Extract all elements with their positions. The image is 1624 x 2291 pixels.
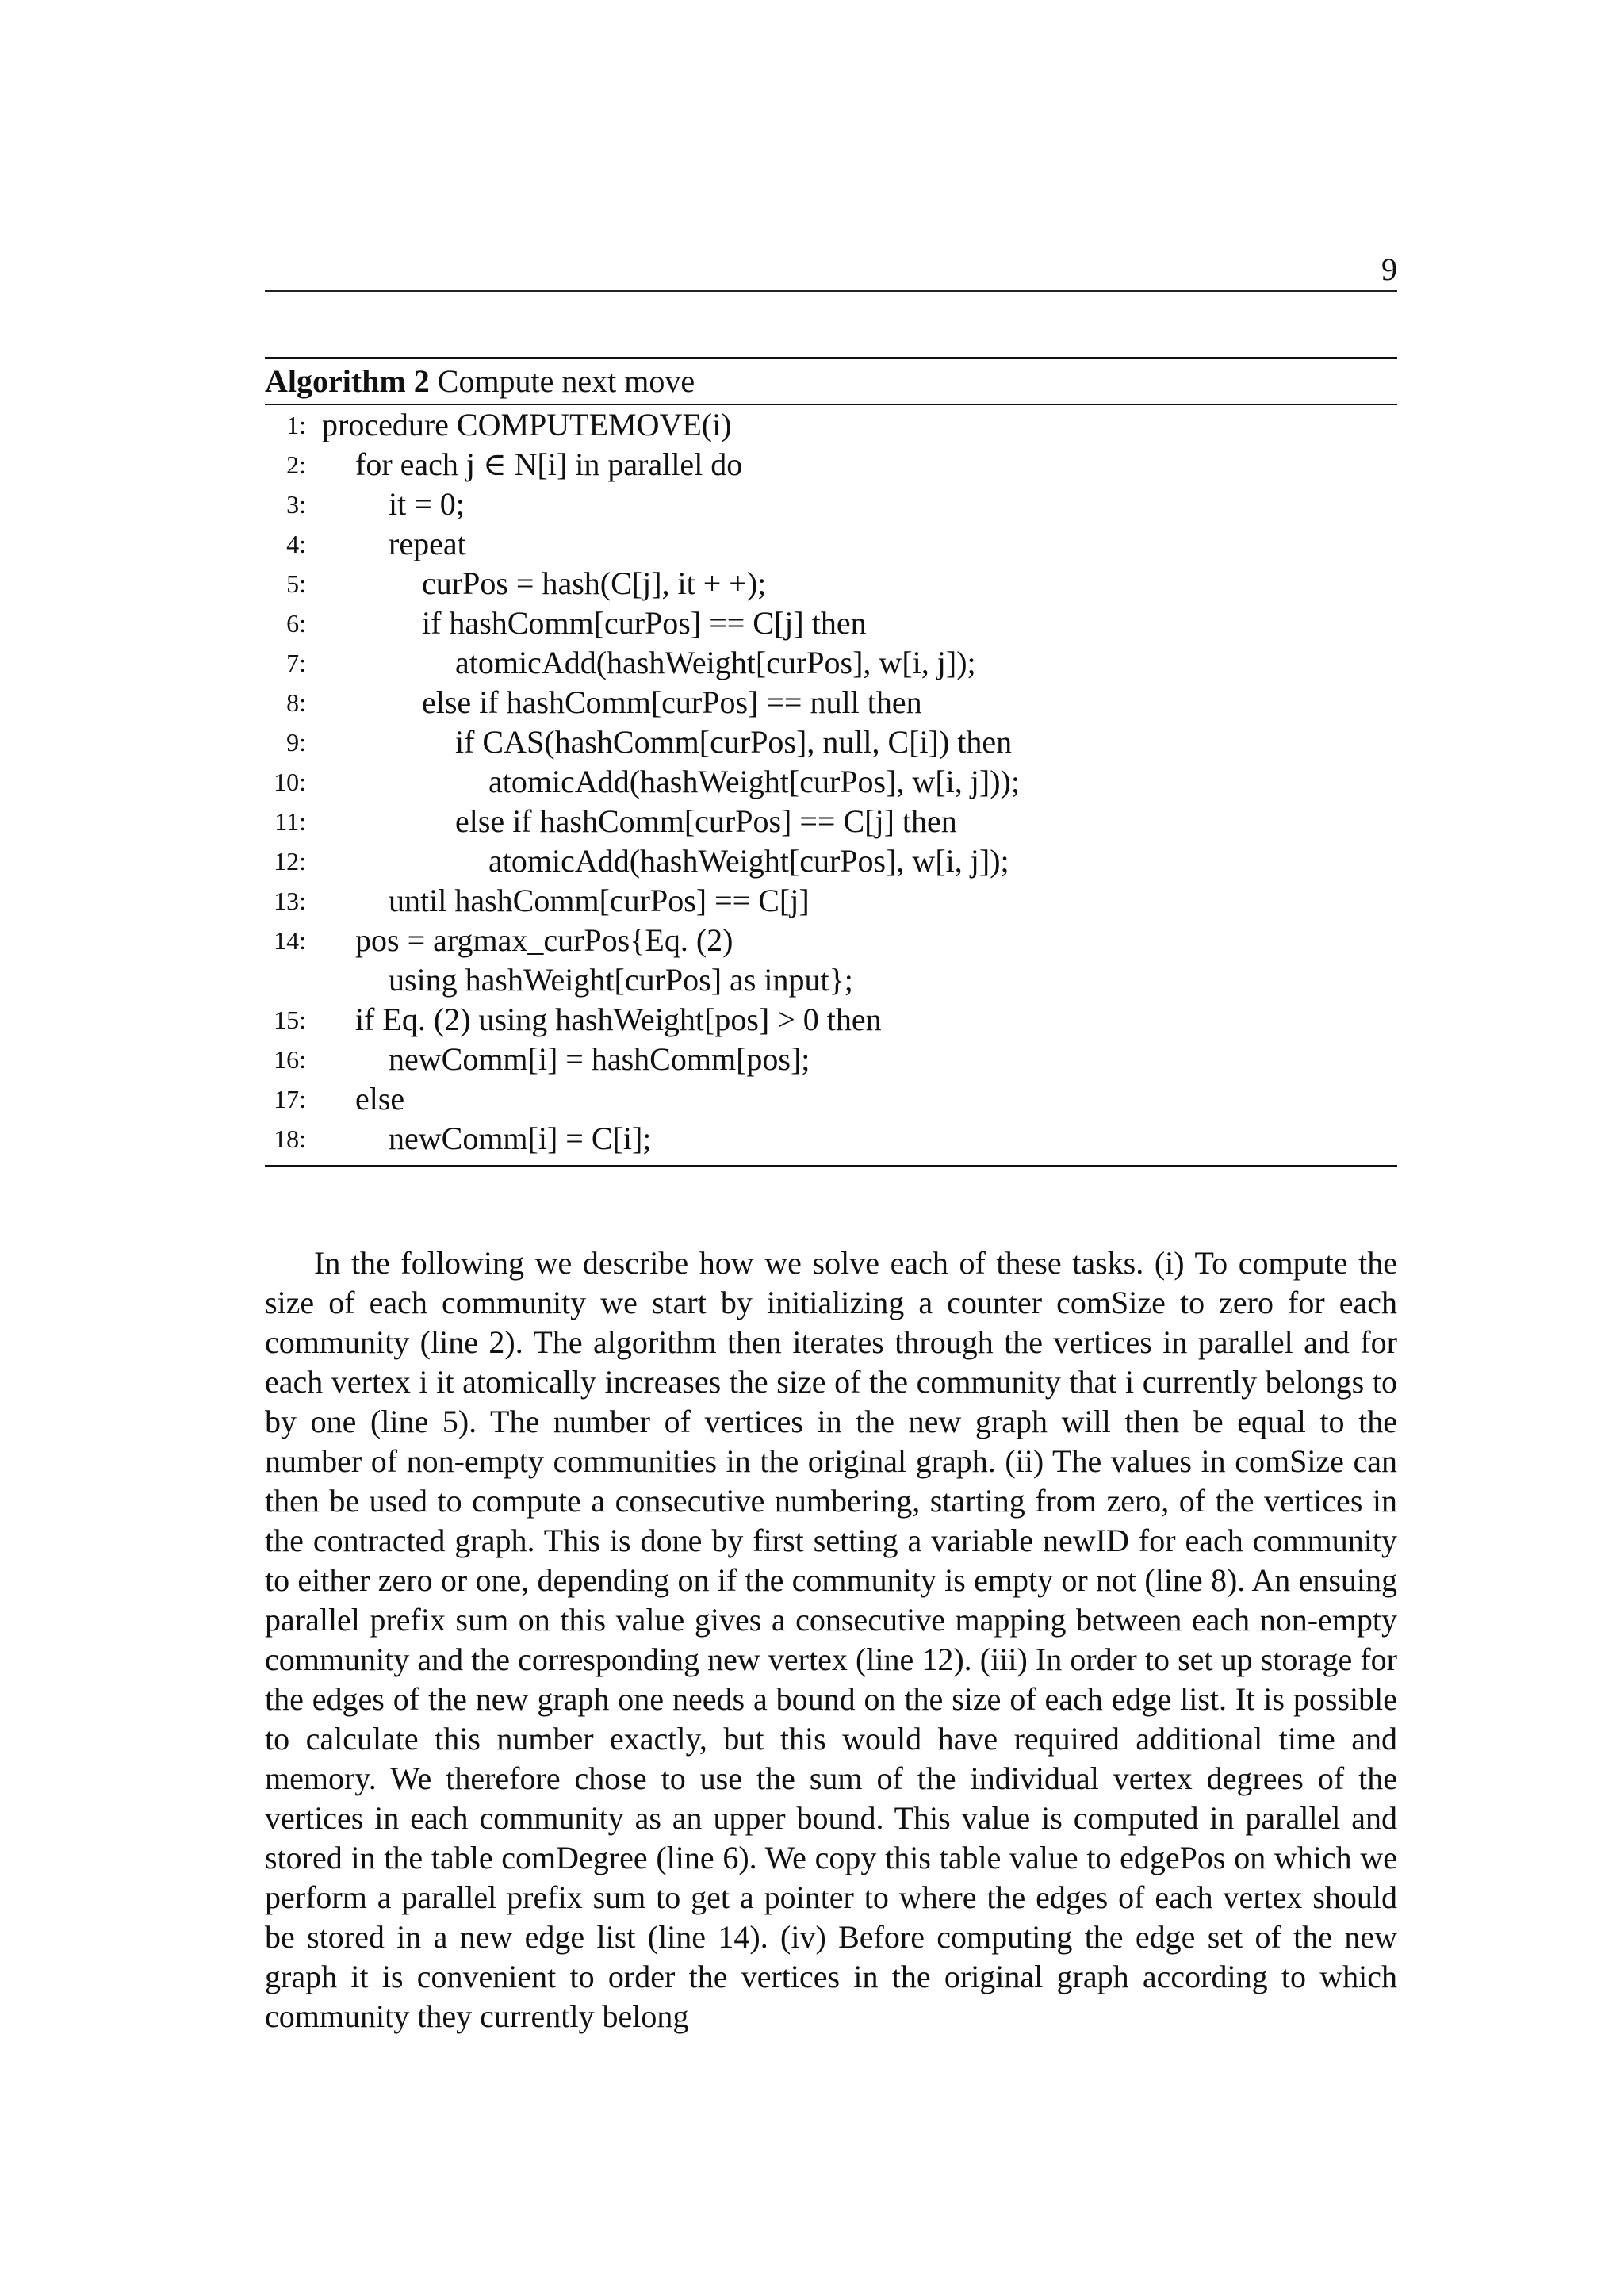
line-text: atomicAdd(hashWeight[curPos], w[i, j]));	[488, 764, 1020, 799]
page-number: 9	[1381, 251, 1397, 287]
algorithm-line	[265, 564, 1397, 603]
line-text: if Eq. (2) using hashWeight[pos] > 0 then	[355, 1002, 882, 1037]
line-text: repeat	[389, 526, 466, 561]
line-number: 10:	[274, 768, 306, 796]
line-text: for each j ∈ N[i] in parallel do	[355, 446, 743, 482]
header-rule	[265, 290, 1397, 292]
line-text: atomicAdd(hashWeight[curPos], w[i, j]);	[455, 645, 976, 680]
algorithm-label: Algorithm 2	[265, 363, 430, 399]
algorithm-line	[265, 445, 1397, 485]
line-text: else if hashComm[curPos] == C[j] then	[455, 803, 957, 839]
algorithm-title: Compute next move	[437, 363, 695, 399]
line-number: 12:	[274, 847, 306, 875]
algorithm-line	[265, 881, 1397, 921]
algorithm-line	[265, 643, 1397, 683]
line-text: pos = argmax_curPos{Eq. (2)	[355, 922, 733, 958]
line-text: if CAS(hashComm[curPos], null, C[i]) then	[455, 724, 1013, 760]
algorithm-line	[265, 722, 1397, 762]
line-number: 6:	[286, 609, 306, 638]
line-number: 14:	[274, 926, 306, 955]
algorithm-line	[265, 1119, 1397, 1159]
line-text: if hashComm[curPos] == C[j] then	[422, 605, 867, 641]
algorithm-line	[265, 603, 1397, 643]
algorithm-line	[265, 841, 1397, 881]
algorithm-line	[265, 1079, 1397, 1119]
line-number: 2:	[286, 450, 306, 479]
line-text: using hashWeight[curPos] as input};	[389, 962, 853, 998]
line-text: until hashComm[curPos] == C[j]	[389, 883, 810, 918]
algorithm-line	[265, 762, 1397, 802]
line-number: 5:	[286, 569, 306, 598]
line-number: 17:	[274, 1085, 306, 1113]
algorithm-line	[265, 1040, 1397, 1079]
line-text: procedure COMPUTEMOVE(i)	[322, 407, 732, 442]
line-text: else	[355, 1081, 405, 1117]
algorithm-line	[265, 960, 1397, 1000]
body-paragraph: In the following we describe how we solve each of these tasks. (i) To compute the size of each community we start by initializing a counter comSize to zero for each community (line 2). The algorithm then iterates through the vertices in parallel and for each vertex i it atomically increases the size of the community that i currently belongs to by one (line 5). The number of vertices in the new graph will then be equal to the number of non-empty communities in the original graph. (ii) The values in comSize can then be used to compute a consecutive numbering, starting from zero, of the vertices in the contracted graph. This is done by first setting a variable newID for each community to either zero or one, depending on if the community is empty or not (line 8). An ensuing parallel prefix sum on this value gives a consecutive mapping between each non-empty community and the corresponding new vertex (line 12). (iii) In order to set up storage for the edges of the new graph one needs a bound on the size of each edge list. It is possible to calculate this number exactly, but this would have required additional time and memory. We therefore chose to use the sum of the individual vertex degrees of the vertices in each community as an upper bound. This value is computed in parallel and stored in the table comDegree (line 6). We copy this table value to edgePos on which we perform a parallel prefix sum to get a pointer to where the edges of each vertex should be stored in a new edge list (line 14). (iv) Before computing the edge set of the new graph it is convenient to order the vertices in the original graph according to which community they currently belong	[265, 1245, 1397, 2034]
algorithm-lines	[265, 405, 1397, 1165]
line-number: 15:	[274, 1006, 306, 1034]
line-number: 4:	[286, 530, 306, 558]
algorithm-line	[265, 485, 1397, 524]
algorithm-caption	[265, 359, 1397, 405]
algorithm-line	[265, 921, 1397, 960]
line-number: 13:	[274, 887, 306, 915]
algorithm-block	[265, 357, 1397, 1167]
algorithm-line	[265, 524, 1397, 564]
line-number: 11:	[274, 807, 306, 836]
algorithm-line	[265, 802, 1397, 841]
algorithm-line	[265, 683, 1397, 722]
line-number: 18:	[274, 1124, 306, 1153]
algorithm-line	[265, 1000, 1397, 1040]
line-number: 9:	[286, 728, 306, 757]
line-number: 1:	[286, 411, 306, 439]
algorithm-line	[265, 405, 1397, 445]
line-number: 16:	[274, 1045, 306, 1074]
body-text	[265, 1243, 1397, 2036]
line-text: else if hashComm[curPos] == null then	[422, 684, 922, 720]
line-number: 8:	[286, 688, 306, 717]
line-text: newComm[i] = hashComm[pos];	[389, 1041, 810, 1077]
line-number: 3:	[286, 490, 306, 519]
line-text: atomicAdd(hashWeight[curPos], w[i, j]);	[488, 843, 1009, 879]
line-text: curPos = hash(C[j], it + +);	[422, 565, 767, 601]
line-text: newComm[i] = C[i];	[389, 1121, 652, 1156]
line-text: it = 0;	[389, 486, 465, 522]
line-number: 7:	[286, 649, 306, 677]
